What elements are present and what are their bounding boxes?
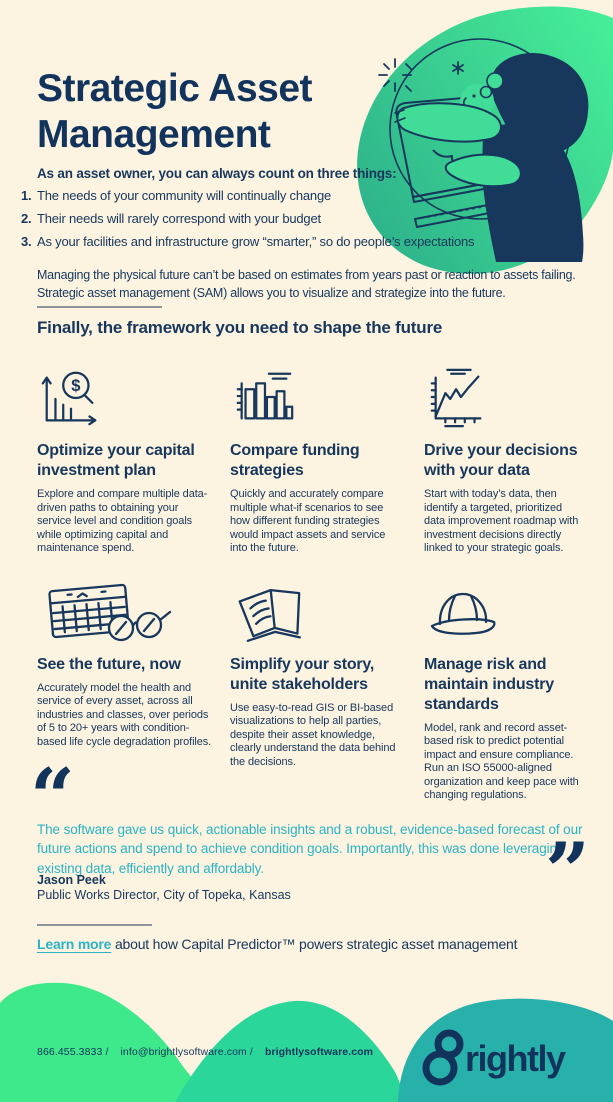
feature-title: Optimize your capital investment plan — [37, 442, 195, 479]
email-link[interactable]: info@brightlysoftware.com — [120, 1046, 247, 1058]
funding-bar-chart-icon — [230, 356, 424, 432]
list-item — [21, 235, 586, 249]
list-item — [21, 189, 586, 203]
logo-wordmark: rightly — [465, 1038, 565, 1079]
feature-card-risk — [424, 570, 585, 803]
features-grid — [37, 356, 585, 803]
learn-more-link[interactable]: Learn more — [37, 936, 112, 952]
svg-text:$: $ — [71, 377, 81, 396]
list-item — [21, 212, 586, 226]
feature-card-funding — [230, 356, 424, 556]
footer-contact — [37, 1046, 373, 1058]
list-number: 1. — [21, 188, 32, 203]
footer-blob-left — [0, 983, 213, 1102]
website-link[interactable]: brightlysoftware.com — [264, 1046, 374, 1058]
feature-description: Explore and compare multiple data-driven paths to obtaining your service level and condition goals while optimizing capital and maintenance spend. — [37, 488, 208, 554]
feature-title: See the future, now — [37, 655, 181, 673]
hard-hat-icon — [424, 570, 585, 646]
brightly-logo — [420, 1028, 565, 1090]
section-divider — [37, 924, 152, 926]
feature-title: Drive your decisions with your data — [424, 442, 578, 479]
list-number: 2. — [21, 211, 32, 226]
feature-description: Accurately model the health and service of every asset, across all industries and classes, over periods of 5 to 20+ years with condition-based life cycle degradation profiles. — [37, 681, 212, 748]
feature-card-decisions — [424, 356, 585, 556]
feature-description: Start with today’s data, then identify a targeted, prioritized data improvement roadmap with investment decisions directly linked to your strategic goals. — [424, 488, 579, 554]
intro-lead: As an asset owner, you can always count on three things: — [37, 166, 397, 181]
feature-card-story — [230, 570, 424, 803]
capital-chart-magnifier-dollar-icon — [37, 356, 230, 432]
data-line-chart-icon — [424, 356, 585, 432]
separator: / — [105, 1046, 109, 1058]
intro-paragraph: Managing the physical future can’t be based on estimates from years past or reaction to assets failing. Strategic asset management (SAM) allows you to visualize and strategize into the future. — [37, 267, 576, 300]
feature-title: Manage risk and maintain industry standards — [424, 655, 554, 713]
list-text: Their needs will rarely correspond with your budget — [37, 211, 321, 226]
feature-card-optimize — [37, 356, 230, 556]
list-text: As your facilities and infrastructure grow “smarter,” so do people’s expectations — [37, 234, 475, 249]
feature-description: Use easy-to-read GIS or BI-based visualizations to help all parties, despite their asset knowledge, clearly understand the data behind the decisions. — [230, 701, 396, 768]
intro-list — [21, 189, 586, 258]
framework-heading: Finally, the framework you need to shape the future — [37, 318, 443, 337]
open-book-icon — [230, 570, 424, 646]
cta-text: about how Capital Predictor™ powers strategic asset management — [111, 936, 518, 952]
feature-description: Model, rank and record asset-based risk to predict potential impact and ensure compliance. Run an ISO 55000-aligned organization and keep pace with changing regulations. — [424, 721, 579, 801]
separator: / — [249, 1046, 253, 1058]
quote-author-title: Public Works Director, City of Topeka, Kansas — [37, 888, 291, 902]
close-quote-mark: ” — [545, 826, 590, 917]
testimonial-quote: The software gave us quick, actionable insights and a robust, evidence-based forecast of our future actions and spend to achieve condition goals. Importantly, this was done leveraging existing data, efficiently and affordably. — [37, 821, 583, 876]
list-number: 3. — [21, 234, 32, 249]
calendar-glasses-icon — [37, 570, 230, 646]
page-title: Strategic Asset Management — [37, 67, 313, 156]
open-quote-mark: “ — [30, 752, 75, 843]
section-divider — [37, 306, 162, 308]
feature-title: Simplify your story, unite stakeholders — [230, 655, 375, 693]
feature-description: Quickly and accurately compare multiple what-if scenarios to see how different funding strategies would impact assets and service into the future. — [230, 488, 386, 554]
list-text: The needs of your community will continually change — [37, 188, 332, 203]
feature-title: Compare funding strategies — [230, 442, 360, 479]
phone-link[interactable]: 866.455.3833 — [37, 1046, 103, 1058]
quote-author: Jason Peek — [37, 873, 106, 887]
